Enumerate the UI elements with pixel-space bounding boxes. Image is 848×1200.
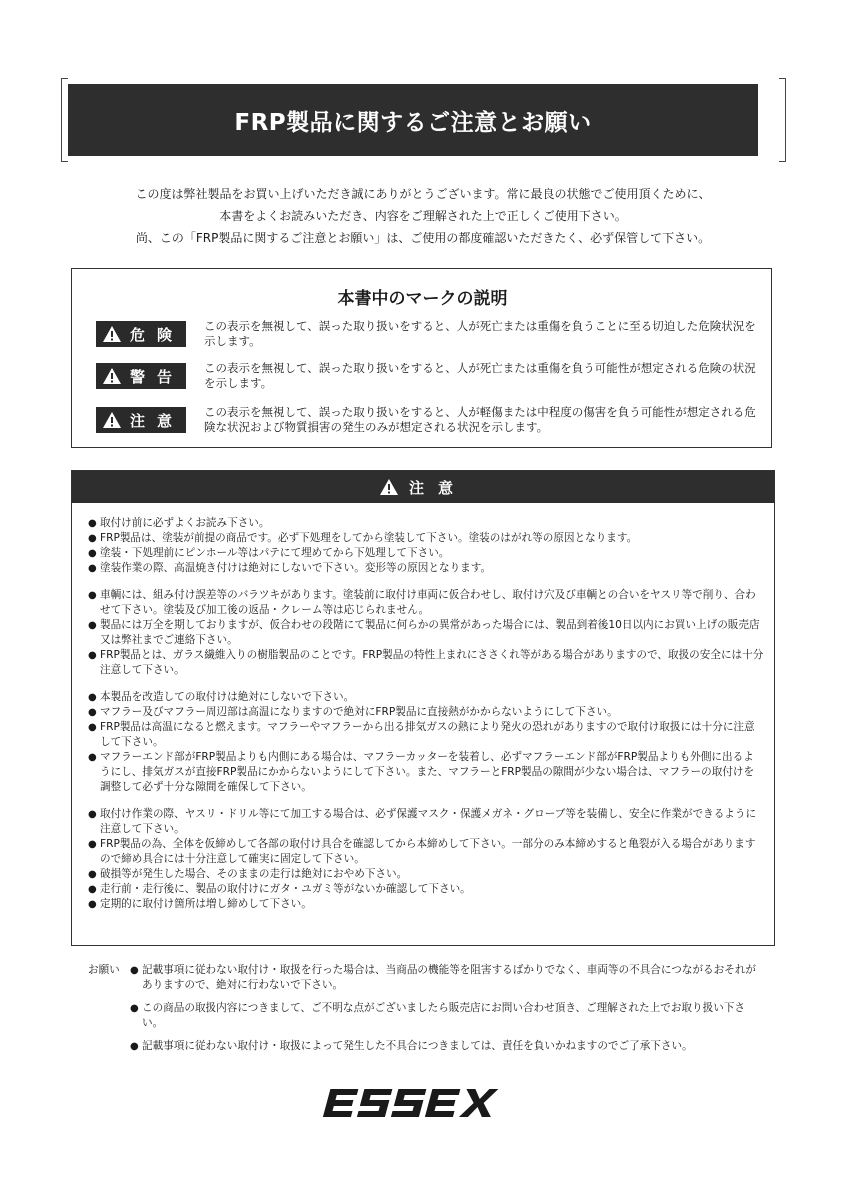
caution-item — [88, 720, 764, 750]
mark-description: この表示を無視して、誤った取り扱いをすると、人が死亡または重傷を負う可能性が想定される危険の状況を示します。 — [204, 361, 756, 390]
caution-item — [88, 561, 764, 576]
intro-line: 尚、この「FRP製品に関するご注意とお願い」は、ご使用の都度確認いただきたく、必ず保管して下さい。 — [135, 231, 711, 245]
mark-description: この表示を無視して、誤った取り扱いをすると、人が死亡または重傷を負うことに至る切迫した危険状況を示します。 — [204, 319, 756, 348]
mark-section-title: 本書中のマークの説明 — [337, 289, 508, 309]
caution-item — [88, 837, 764, 867]
bullet-dot-icon: ● — [88, 650, 97, 661]
caution-group — [88, 690, 764, 795]
caution-item — [88, 750, 764, 795]
mark-explanation-box — [71, 268, 772, 448]
bullet-dot-icon: ● — [88, 707, 97, 718]
caution-group — [88, 516, 764, 576]
badge-label: 危険 — [130, 325, 185, 344]
caution-item-text: 取付け前に必ずよくお読み下さい。 — [100, 517, 270, 529]
request-item — [130, 1001, 756, 1031]
request-item — [130, 1039, 756, 1054]
bullet-dot-icon: ● — [88, 548, 97, 559]
request-text: 記載事項に従わない取付け・取扱によって発生した不具合につきましては、責任を負いかねますのでご了承下さい。 — [142, 1040, 693, 1052]
caution-item-text: マフラーエンド部がFRP製品よりも内側にある場合は、マフラーカッターを装着し、必ずマフラーエンド部がFRP製品よりも外側に出るようにし、排気ガスが直接FRP製品にかからないようにして下さい。また、マフラーとFRP製品の隙間が少ない場合は、マフラーの取付けを調整して必ず十分な隙間を確保して下さい。 — [100, 751, 755, 793]
caution-box — [71, 470, 775, 946]
request-text: 記載事項に従わない取付け・取扱を行った場合は、当商品の機能等を阻害するばかりでなく、車両等の不具合につながるおそれがありますので、絶対に行わないで下さい。 — [142, 964, 757, 991]
caution-item-text: FRP製品とは、ガラス繊維入りの樹脂製品のことです。FRP製品の特性上まれにささくれ等がある場合がありますので、取扱の安全には十分注意して下さい。 — [100, 649, 764, 676]
bullet-dot-icon: ● — [88, 884, 97, 895]
caution-item-text: 走行前・走行後に、製品の取付けにガタ・ユガミ等がないか確認して下さい。 — [100, 883, 471, 895]
caution-item-text: 製品には万全を期しておりますが、仮合わせの段階にて製品に何らかの異常があった場合には、製品到着後10日以内にお買い上げの販売店又は弊社までご連絡下さい。 — [100, 619, 760, 646]
bullet-dot-icon: ● — [88, 809, 97, 820]
badge-label: 注意 — [130, 411, 185, 430]
caution-item-text: 車輌には、組み付け誤差等のバラツキがあります。塗装前に取付け車両に仮合わせし、取付け穴及び車輌との合いをヤスリ等で削り、合わせて下さい。塗装及び加工後の返品・クレーム等は応じられません。 — [100, 589, 756, 616]
caution-item — [88, 648, 764, 678]
caution-item — [88, 882, 764, 897]
caution-item — [88, 588, 764, 618]
caution-item — [88, 531, 764, 546]
intro-line: この度は弊社製品をお買い上げいただき誠にありがとうございます。常に最良の状態でご使用頂くために、 — [135, 187, 711, 201]
warning-triangle-icon — [379, 478, 399, 496]
bullet-dot-icon: ● — [88, 620, 97, 631]
caution-list — [88, 516, 764, 924]
caution-item — [88, 867, 764, 882]
caution-group — [88, 588, 764, 678]
warning-triangle-icon — [102, 367, 122, 385]
request-item — [130, 963, 756, 993]
bullet-dot-icon: ● — [88, 752, 97, 763]
bullet-dot-icon: ● — [88, 899, 97, 910]
request-text: この商品の取扱内容につきまして、ご不明な点がございましたら販売店にお問い合わせ頂き、ご理解された上でお取り扱い下さい。 — [142, 1002, 745, 1029]
danger-badge — [96, 321, 186, 347]
bullet-dot-icon: ● — [88, 839, 97, 850]
requests-label: お願い — [88, 964, 120, 976]
essex-logo — [318, 1083, 530, 1123]
bullet-dot-icon: ● — [88, 518, 97, 529]
page-title: FRP製品に関するご注意とお願い — [234, 109, 592, 136]
caution-item-text: 定期的に取付け箇所は増し締めして下さい。 — [100, 898, 312, 910]
bullet-dot-icon: ● — [88, 692, 97, 703]
warning-badge — [96, 363, 186, 389]
intro-text — [70, 183, 776, 249]
caution-group — [88, 807, 764, 912]
bullet-dot-icon: ● — [130, 965, 139, 976]
caution-item-text: FRP製品は、塗装が前提の商品です。必ず下処理をしてから塗装して下さい。塗装のはがれ等の原因となります。 — [100, 532, 638, 544]
intro-line: 本書をよくお読みいただき、内容をご理解された上で正しくご使用下さい。 — [219, 209, 627, 223]
caution-item — [88, 705, 764, 720]
mark-row-warning — [96, 361, 756, 397]
title-bracket-left — [61, 78, 68, 162]
warning-triangle-icon — [102, 325, 122, 343]
caution-item-text: 塗装作業の際、高温焼き付けは絶対にしないで下さい。変形等の原因となります。 — [100, 562, 492, 574]
caution-item — [88, 807, 764, 837]
caution-item-text: マフラー及びマフラー周辺部は高温になりますので絶対にFRP製品に直接熱がかからないようにして下さい。 — [100, 706, 618, 718]
mark-row-caution — [96, 405, 756, 441]
caution-item — [88, 690, 764, 705]
bullet-dot-icon: ● — [88, 590, 97, 601]
caution-item-text: 破損等が発生した場合、そのままの走行は絶対におやめ下さい。 — [100, 868, 408, 880]
caution-item-text: 塗装・下処理前にピンホール等はパテにて埋めてから下処理して下さい。 — [100, 547, 450, 559]
bullet-dot-icon: ● — [130, 1041, 139, 1052]
title-banner — [68, 84, 758, 156]
caution-item — [88, 897, 764, 912]
caution-item — [88, 516, 764, 531]
caution-header-label: 注意 — [408, 478, 467, 497]
caution-item-text: FRP製品は高温になると燃えます。マフラーやマフラーから出る排気ガスの熱により発火の恐れがありますので取付け取扱には十分に注意して下さい。 — [100, 721, 755, 748]
title-bracket-right — [779, 78, 786, 162]
caution-item — [88, 546, 764, 561]
warning-triangle-icon — [102, 411, 122, 429]
caution-item — [88, 618, 764, 648]
mark-row-danger — [96, 319, 756, 355]
caution-header — [72, 471, 774, 503]
bullet-dot-icon: ● — [88, 533, 97, 544]
bullet-dot-icon: ● — [88, 869, 97, 880]
bullet-dot-icon: ● — [88, 563, 97, 574]
bullet-dot-icon: ● — [130, 1003, 139, 1014]
caution-badge — [96, 407, 186, 433]
bullet-dot-icon: ● — [88, 722, 97, 733]
caution-item-text: 本製品を改造しての取付けは絶対にしないで下さい。 — [100, 691, 355, 703]
caution-item-text: 取付け作業の際、ヤスリ・ドリル等にて加工する場合は、必ず保護マスク・保護メガネ・グローブ等を装備し、安全に作業ができるように注意して下さい。 — [100, 808, 757, 835]
mark-description: この表示を無視して、誤った取り扱いをすると、人が軽傷または中程度の傷害を負う可能性が想定される危険な状況および物質損害の発生のみが想定される状況を示します。 — [204, 405, 756, 434]
badge-label: 警告 — [130, 367, 185, 386]
caution-item-text: FRP製品の為、全体を仮締めして各部の取付け具合を確認してから本締めして下さい。一部分のみ本締めすると亀裂が入る場合がありますので締め具合には十分注意して確実に固定して下さい。 — [100, 838, 756, 865]
